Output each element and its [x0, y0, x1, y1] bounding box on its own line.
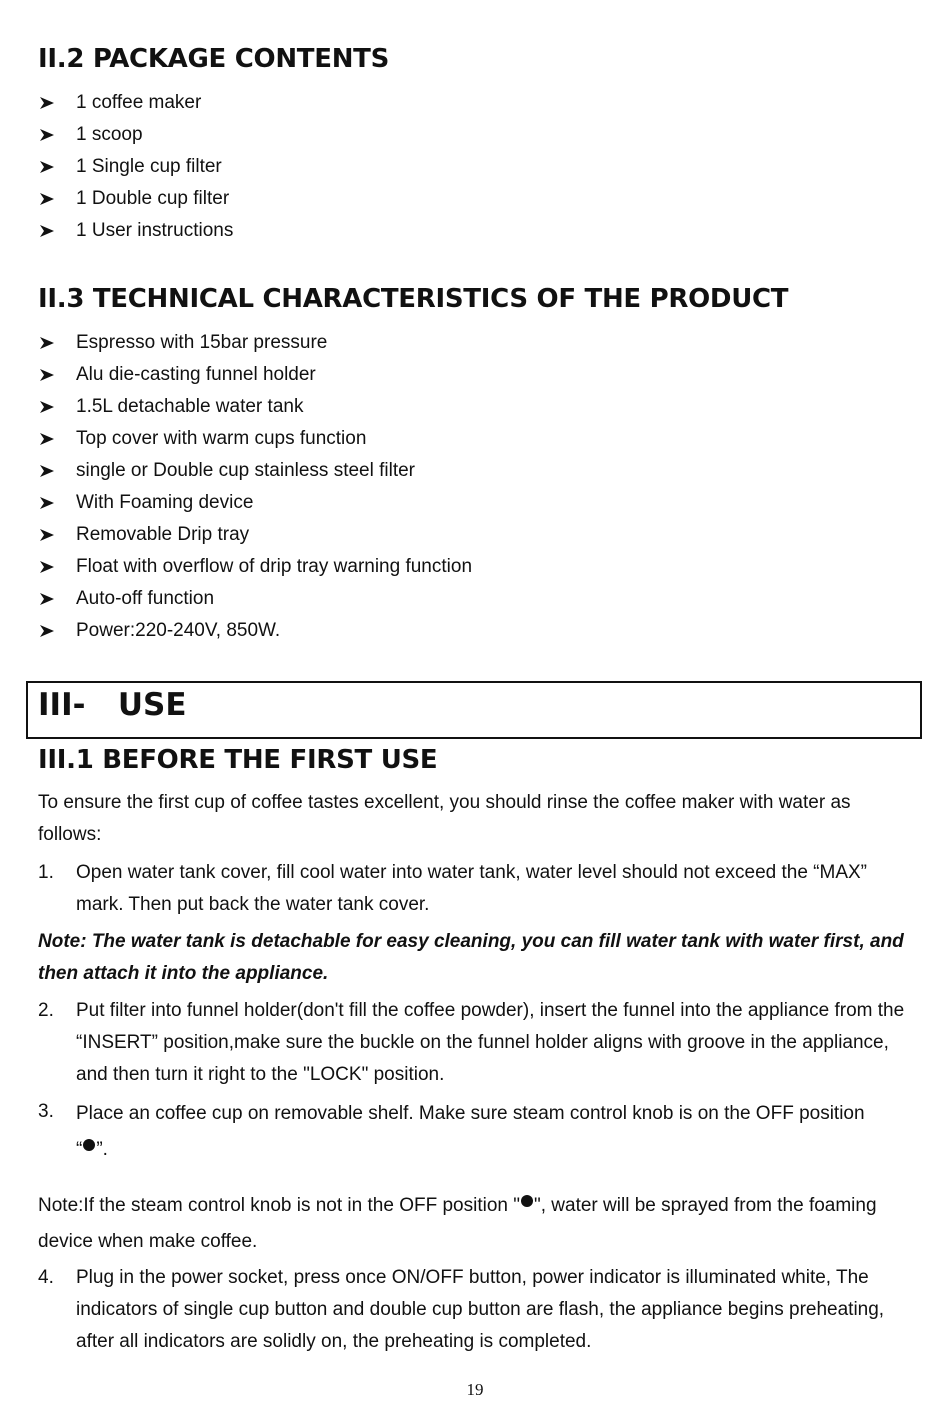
arrow-bullet-icon: [38, 487, 58, 519]
note-steam-knob-text-before: Note:If the steam control knob is not in the OFF position ": [38, 1195, 520, 1216]
list-item-text: Float with overflow of drip tray warning function: [76, 556, 473, 577]
list-item-text: With Foaming device: [76, 492, 254, 513]
list-item: [38, 519, 472, 551]
use-section-title: III- USE: [38, 687, 187, 723]
list-item: [38, 615, 472, 647]
step-4-number: 4.: [38, 1267, 54, 1288]
list-item: [38, 583, 472, 615]
package-contents-heading: II.2 PACKAGE CONTENTS: [38, 44, 390, 74]
arrow-bullet-icon: [38, 455, 58, 487]
arrow-bullet-icon: [38, 519, 58, 551]
list-item: [38, 87, 233, 119]
list-item-text: Espresso with 15bar pressure: [76, 332, 328, 353]
arrow-bullet-icon: [38, 359, 58, 391]
intro-paragraph: To ensure the first cup of coffee tastes excellent, you should rinse the coffee maker with water as follows:: [38, 792, 851, 845]
arrow-bullet-icon: [38, 583, 58, 615]
technical-characteristics-list: [38, 327, 472, 647]
list-item-text: 1.5L detachable water tank: [76, 396, 304, 417]
list-item-text: 1 User instructions: [76, 220, 234, 241]
list-item-text: Top cover with warm cups function: [76, 428, 367, 449]
list-item-text: Removable Drip tray: [76, 524, 250, 545]
arrow-bullet-icon: [38, 423, 58, 455]
list-item-text: single or Double cup stainless steel filter: [76, 460, 416, 481]
list-item-text: 1 coffee maker: [76, 92, 202, 113]
list-item: [38, 423, 472, 455]
list-item: [38, 391, 472, 423]
list-item: [38, 151, 233, 183]
page-number: 19: [466, 1380, 484, 1399]
step-2-text: Put filter into funnel holder(don't fill the coffee powder), insert the funnel into the appliance from the “INSERT” position,make sure the buckle on the funnel holder aligns with groove in the appliance, and then turn it right to the "LOCK" position.: [76, 1000, 905, 1085]
off-position-dot-icon: [521, 1195, 533, 1207]
list-item-text: 1 Double cup filter: [76, 188, 230, 209]
step-1-number: 1.: [38, 862, 54, 883]
list-item-text: 1 Single cup filter: [76, 156, 222, 177]
list-item: [38, 119, 233, 151]
list-item: [38, 455, 472, 487]
step-3-number: 3.: [38, 1101, 54, 1122]
before-first-use-heading: III.1 BEFORE THE FIRST USE: [38, 745, 438, 775]
list-item-text: Auto-off function: [76, 588, 215, 609]
arrow-bullet-icon: [38, 391, 58, 423]
note-detachable-tank: Note: The water tank is detachable for easy cleaning, you can fill water tank with water first, and then attach it into the appliance.: [38, 931, 904, 984]
note-steam-knob-text-after: ", water will be sprayed from the foaming device when make coffee.: [38, 1195, 877, 1252]
list-item: [38, 183, 233, 215]
list-item-text: Power:220-240V, 850W.: [76, 620, 281, 641]
arrow-bullet-icon: [38, 215, 58, 247]
step-1: [38, 857, 918, 921]
step-3-text: Place an coffee cup on removable shelf. Make sure steam control knob is on the OFF position: [76, 1103, 865, 1124]
step-3-quote-open: “: [76, 1139, 83, 1160]
arrow-bullet-icon: [38, 615, 58, 647]
package-contents-list: [38, 87, 233, 247]
step-3-quote-close: ”.: [96, 1139, 108, 1160]
step-2: [38, 995, 918, 1091]
list-item-text: 1 scoop: [76, 124, 143, 145]
note-steam-knob: [38, 1188, 918, 1260]
technical-characteristics-heading: II.3 TECHNICAL CHARACTERISTICS OF THE PRODUCT: [38, 284, 789, 314]
arrow-bullet-icon: [38, 119, 58, 151]
arrow-bullet-icon: [38, 327, 58, 359]
list-item: [38, 487, 472, 519]
step-3: [38, 1096, 918, 1168]
list-item: [38, 359, 472, 391]
step-4-text: Plug in the power socket, press once ON/OFF button, power indicator is illuminated white, The indicators of single cup button and double cup button are flash, the appliance begins preheating, after all indicators are solidly on, the preheating is completed.: [76, 1267, 885, 1352]
step-4: [38, 1262, 918, 1358]
step-2-number: 2.: [38, 1000, 54, 1021]
off-position-dot-icon: [83, 1139, 95, 1151]
step-1-text: Open water tank cover, fill cool water into water tank, water level should not exceed the “MAX” mark. Then put back the water tank cover.: [76, 862, 867, 915]
use-section-box: [26, 681, 922, 739]
list-item: [38, 215, 233, 247]
list-item-text: Alu die-casting funnel holder: [76, 364, 316, 385]
list-item: [38, 551, 472, 583]
arrow-bullet-icon: [38, 183, 58, 215]
arrow-bullet-icon: [38, 87, 58, 119]
list-item: [38, 327, 472, 359]
arrow-bullet-icon: [38, 551, 58, 583]
arrow-bullet-icon: [38, 151, 58, 183]
